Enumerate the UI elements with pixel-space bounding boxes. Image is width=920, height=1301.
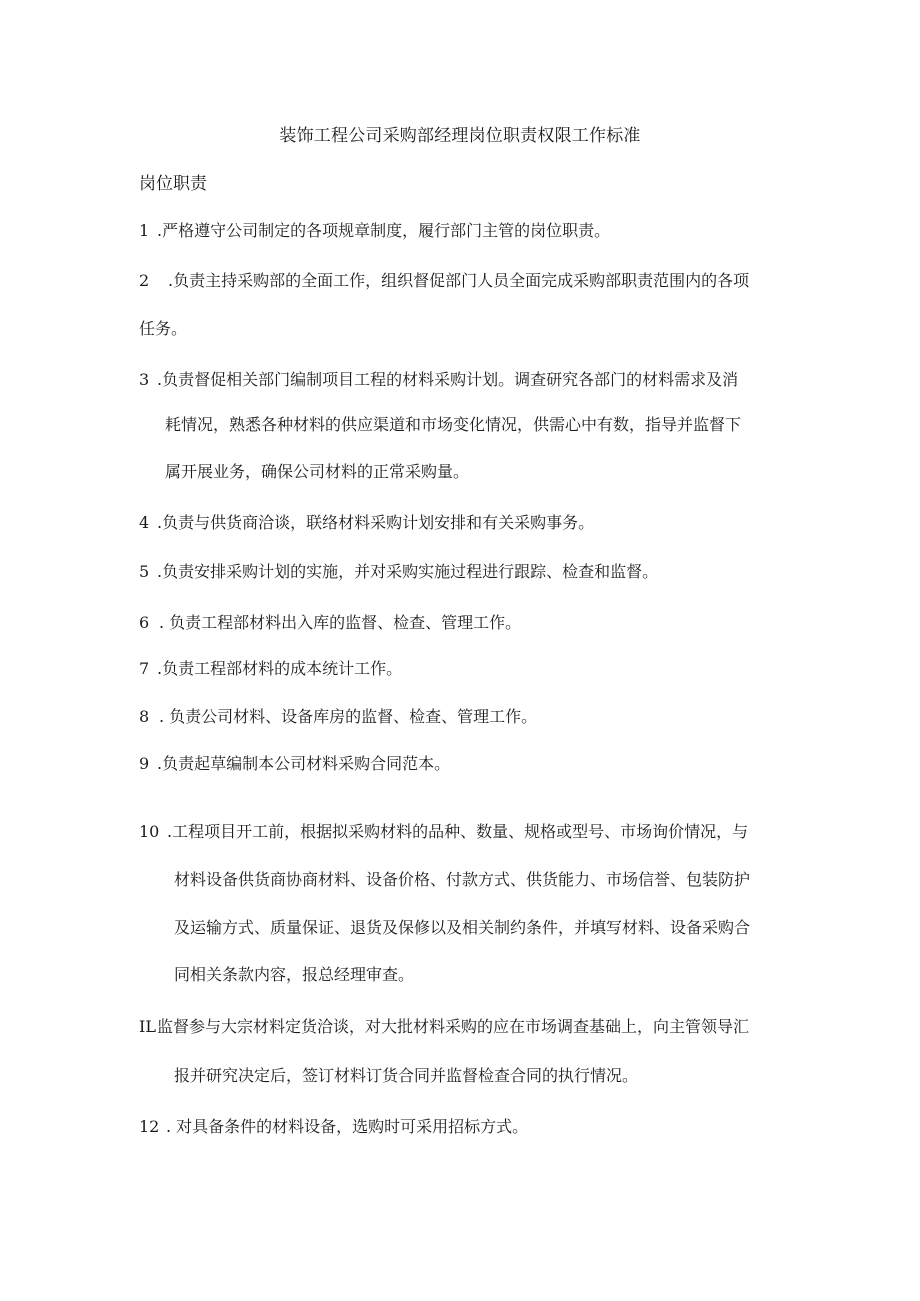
item-text-line: 监督参与大宗材料定货洽谈，对大批材料采购的应在市场调查基础上，向主管领导汇 bbox=[157, 1017, 750, 1036]
item-number: IL bbox=[139, 1017, 156, 1036]
item-text-line: 耗情况，熟悉各种材料的供应渠道和市场变化情况，供需心中有数，指导并监督下 bbox=[165, 415, 742, 434]
item-number: 6 bbox=[139, 613, 150, 632]
item-text-line: 及运输方式、质量保证、退货及保修以及相关制约条件，并填写材料、设备采购合 bbox=[174, 918, 751, 937]
item-text-line: .严格遵守公司制定的各项规章制度，履行部门主管的岗位职责。 bbox=[157, 221, 611, 240]
document-title: 装饰工程公司采购部经理岗位职责权限工作标准 bbox=[279, 126, 641, 146]
item-text-line: 材料设备供货商协商材料、设备价格、付款方式、供货能力、市场信誉、包装防护 bbox=[174, 870, 751, 889]
item-text-line: .负责督促相关部门编制项目工程的材料采购计划。调查研究各部门的材料需求及消 bbox=[157, 370, 739, 389]
item-text-line: 属开展业务，确保公司材料的正常采购量。 bbox=[165, 462, 470, 481]
item-text-line: .负责主持采购部的全面工作，组织督促部门人员全面完成采购部职责范围内的各项 bbox=[168, 271, 750, 290]
item-number: 12 bbox=[139, 1117, 160, 1136]
item-text-line: 同相关条款内容，报总经理审查。 bbox=[174, 965, 415, 984]
item-text-line: 报并研究决定后，签订材料订货合同并监督检查合同的执行情况。 bbox=[174, 1066, 639, 1085]
item-text-line: . 对具备条件的材料设备，选购时可采用招标方式。 bbox=[166, 1117, 529, 1136]
item-number: 10 bbox=[139, 822, 160, 841]
item-number: 7 bbox=[139, 659, 150, 678]
item-text-line: .负责安排采购计划的实施，并对采购实施过程进行跟踪、检查和监督。 bbox=[157, 562, 659, 581]
item-number: 1 bbox=[139, 221, 150, 240]
section-heading: 岗位职责 bbox=[139, 174, 207, 194]
item-text-line: .工程项目开工前，根据拟采购材料的品种、数量、规格或型号、市场询价情况，与 bbox=[167, 822, 749, 841]
item-number: 2 bbox=[139, 271, 150, 290]
item-text-line: .负责工程部材料的成本统计工作。 bbox=[157, 659, 403, 678]
item-text-line: . 负责公司材料、设备库房的监督、检查、管理工作。 bbox=[159, 707, 538, 726]
item-text-line: 任务。 bbox=[139, 319, 188, 338]
item-number: 5 bbox=[139, 562, 150, 581]
item-number: 4 bbox=[139, 513, 150, 532]
item-text-line: . 负责工程部材料出入库的监督、检查、管理工作。 bbox=[159, 613, 522, 632]
item-text-line: .负责起草编制本公司材料采购合同范本。 bbox=[157, 754, 451, 773]
item-number: 3 bbox=[139, 370, 150, 389]
item-number: 9 bbox=[139, 754, 150, 773]
item-text-line: .负责与供货商洽谈，联络材料采购计划安排和有关采购事务。 bbox=[157, 513, 595, 532]
item-number: 8 bbox=[139, 707, 150, 726]
